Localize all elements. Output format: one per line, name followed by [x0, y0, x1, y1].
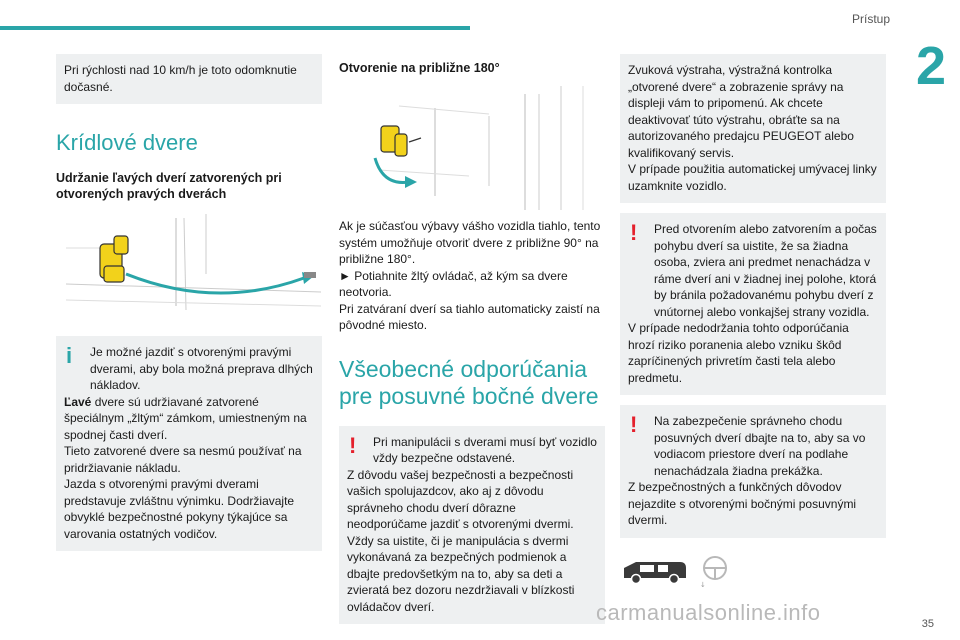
column-3: [620, 54, 886, 588]
section-title-wing-doors: Krídlové dvere: [56, 130, 198, 155]
info-icon: i: [66, 343, 73, 368]
warning-note-first-line: Pri manipulácii s dverami musí byť vozidlo vždy bezpečne odstavené.: [373, 434, 597, 465]
illustration-180-strap: [339, 86, 605, 212]
body-180-text: [339, 218, 605, 334]
subtitle-left-door: Udržanie ľavých dverí zatvorených pri otvorených pravých dverách: [56, 171, 282, 201]
top-note-text: Pri rýchlosti nad 10 km/h je toto odomknutie dočasné.: [64, 63, 297, 94]
watermark: carmanualsonline.info: [596, 600, 821, 625]
info-note-bold-word: Ľavé: [64, 394, 92, 409]
column-1: [56, 54, 322, 551]
body-180-p2: ► Potiahnite žltý ovládač, až kým sa dvere neotvoria.: [339, 268, 568, 299]
warning-note-box-col3-1: [620, 213, 886, 395]
vehicle-icons-row: [620, 554, 886, 588]
info-note-line3: Tieto zatvorené dvere sa nesmú používať na pridržiavanie nákladu.: [64, 444, 302, 475]
column-2: [339, 54, 605, 624]
warning-note-rest: Z dôvodu vašej bezpečnosti a bezpečnosti vašich spolujazdcov, ako aj z dôvodu správneho chodu dverí dôrazne neodporúčame jazdiť s otvorenými dvermi. Vždy sa uistite, či je manipulácia s dvermi vykonávaná za bezpečných podmienok a dbajte predovšetkým na to, aby sa deti a zvieratá bez dozoru nezdržiavali v blízkosti ovládačov dverí.: [347, 467, 575, 614]
svg-text:↓: ↓: [700, 580, 706, 588]
warning-note-1-first-line: Pred otvorením alebo zatvorením a počas pohybu dverí sa uistite, že sa žiadna osoba, zviera ani predmet nenachádza v ráme dverí ani v žiadnej inej polohe, ktorá by bránila požadovanému pohybu dverí z vnútornej alebo vonkajšej strany vozidla.: [654, 222, 877, 319]
warning-note-2-rest: Z bezpečnostných a funkčných dôvodov nejazdite s otvorenými bočnými posuvnými dvermi.: [628, 480, 857, 527]
section-title-sliding-doors: Všeobecné odporúčania pre posuvné bočné dvere: [339, 355, 599, 409]
chapter-number: 2: [915, 36, 946, 96]
page-number: 35: [921, 618, 934, 630]
warning-icon: !: [349, 432, 357, 458]
info-note-line2: [64, 394, 314, 444]
top-note-box: [56, 54, 322, 104]
body-180-p1: Ak je súčasťou výbavy vášho vozidla tiahlo, tento systém umožňuje otvoriť dvere z približne 90° na približne 180°.: [339, 219, 601, 266]
header-accent-bar: [0, 26, 470, 30]
subtitle-180-opening: Otvorenie na približne 180°: [339, 61, 500, 75]
top-note-col3-p1: Zvuková výstraha, výstražná kontrolka „otvorené dvere“ a zobrazenie správy na displeji vám to pripomenú. Ak chcete deaktivovať túto výstrahu, obráťte sa na autorizovaného predajcu PEUGEOT alebo kvalifikovaný servis.: [628, 63, 854, 160]
body-180-p3: Pri zatváraní dverí sa tiahlo automaticky zaistí na pôvodné miesto.: [339, 301, 600, 332]
top-note-col3-p2: V prípade použitia automatickej umývacej linky uzamknite vozidlo.: [628, 162, 877, 193]
warning-icon: !: [630, 412, 638, 437]
van-icon: [620, 556, 690, 586]
section-label: Prístup: [851, 12, 890, 26]
warning-icon: !: [630, 220, 638, 245]
info-note-box: [56, 336, 322, 551]
illustration-yellow-lock: [56, 214, 322, 322]
info-note-line4: Jazda s otvorenými pravými dverami predstavuje zvláštnu výnimku. Dodržiavajte obvyklé bezpečnostné pokyny týkajúce sa varovania ostatných vodičov.: [64, 477, 295, 541]
warning-note-1-rest: V prípade nedodržania tohto odporúčania hrozí riziko poranenia alebo vzniku škôd zapríčinených privretím časti tela alebo predmetu.: [628, 321, 849, 385]
warning-note-box-col2: [339, 426, 605, 625]
steering-wheel-icon: [698, 554, 732, 588]
info-note-first-line: Je možné jazdiť s otvorenými pravými dverami, aby bola možná preprava dlhých nákladov.: [90, 345, 313, 392]
top-note-box-col3: [620, 54, 886, 203]
warning-note-box-col3-2: [620, 405, 886, 538]
info-note-line2-rest: dvere sú udržiavané zatvorené špeciálnym „žltým“ zámkom, umiestneným na spodnej časti dverí.: [64, 394, 307, 442]
warning-note-2-first-line: Na zabezpečenie správneho chodu posuvných dverí dbajte na to, aby sa vo vodiacom priestore dverí na podlahe nenachádzala žiadna prekážka.: [654, 414, 866, 478]
